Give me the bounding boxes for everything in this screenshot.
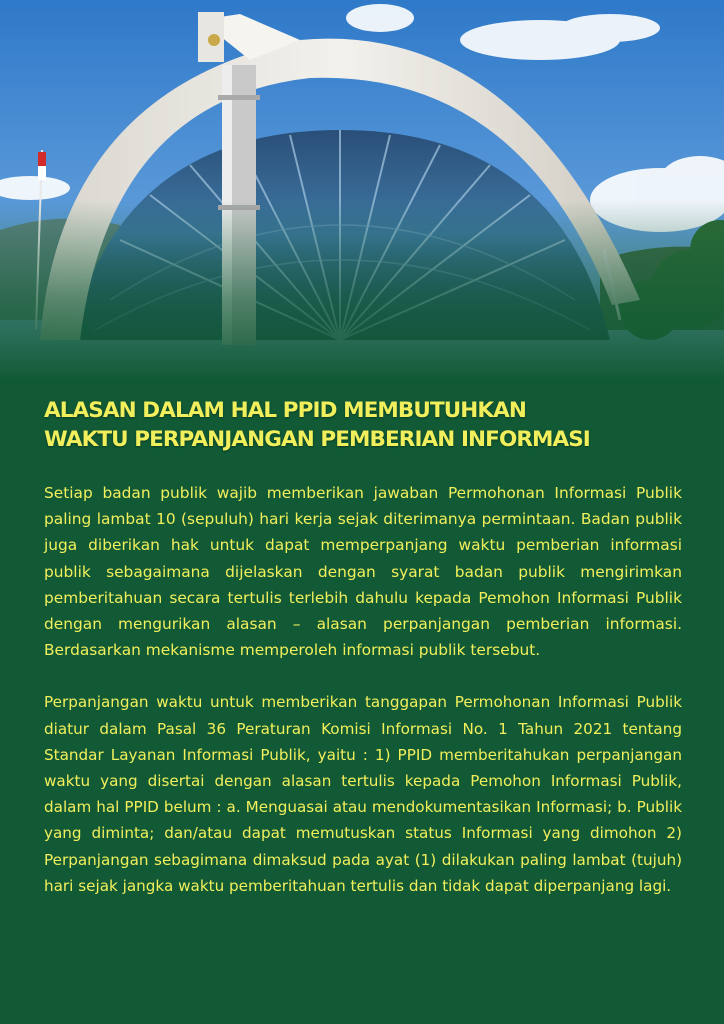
paragraph-1: Setiap badan publik wajib memberikan jawaban Permohonan Informasi Publik paling lambat 10 (sepuluh) hari kerja sejak diterimanya permintaan. Badan publik juga diberikan hak untuk dapat memperpanjang waktu pemberian informasi publik sebagaimana dijelaskan dengan syarat badan publik mengirimkan pemberitahuan secara tertulis terlebih dahulu kepada Pemohon Informasi Publik dengan mengurikan alasan – alasan perpanjangan pemberian informasi. Berdasarkan mekanisme memperoleh informasi publik tersebut. [44,484,682,660]
title-line-1: ALASAN DALAM HAL PPID MEMBUTUHKAN [44,398,526,423]
title-line-2: WAKTU PERPANJANGAN PEMBERIAN INFORMASI [44,427,590,452]
page-title [44,396,682,454]
building-illustration [0,0,724,380]
building-photo [0,0,724,380]
paragraph-2: Perpanjangan waktu untuk memberikan tanggapan Permohonan Informasi Publik diatur dalam Pasal 36 Peraturan Komisi Informasi No. 1 Tahun 2021 tentang Standar Layanan Informasi Publik, yaitu : 1) PPID memberitahukan perpanjangan waktu yang disertai dengan alasan tertulis kepada Pemohon Informasi Publik, dalam hal PPID belum : a. Menguasai atau mendokumentasikan Informasi; b. Publik yang diminta; dan/atau dapat memutuskan status Informasi yang dimohon 2) Perpanjangan sebagimana dimaksud pada ayat (1) dilakukan paling lambat (tujuh) hari sejak jangka waktu pemberitahuan tertulis dan tidak dapat diperpanjang lagi. [44,693,682,895]
content-area [44,396,682,899]
